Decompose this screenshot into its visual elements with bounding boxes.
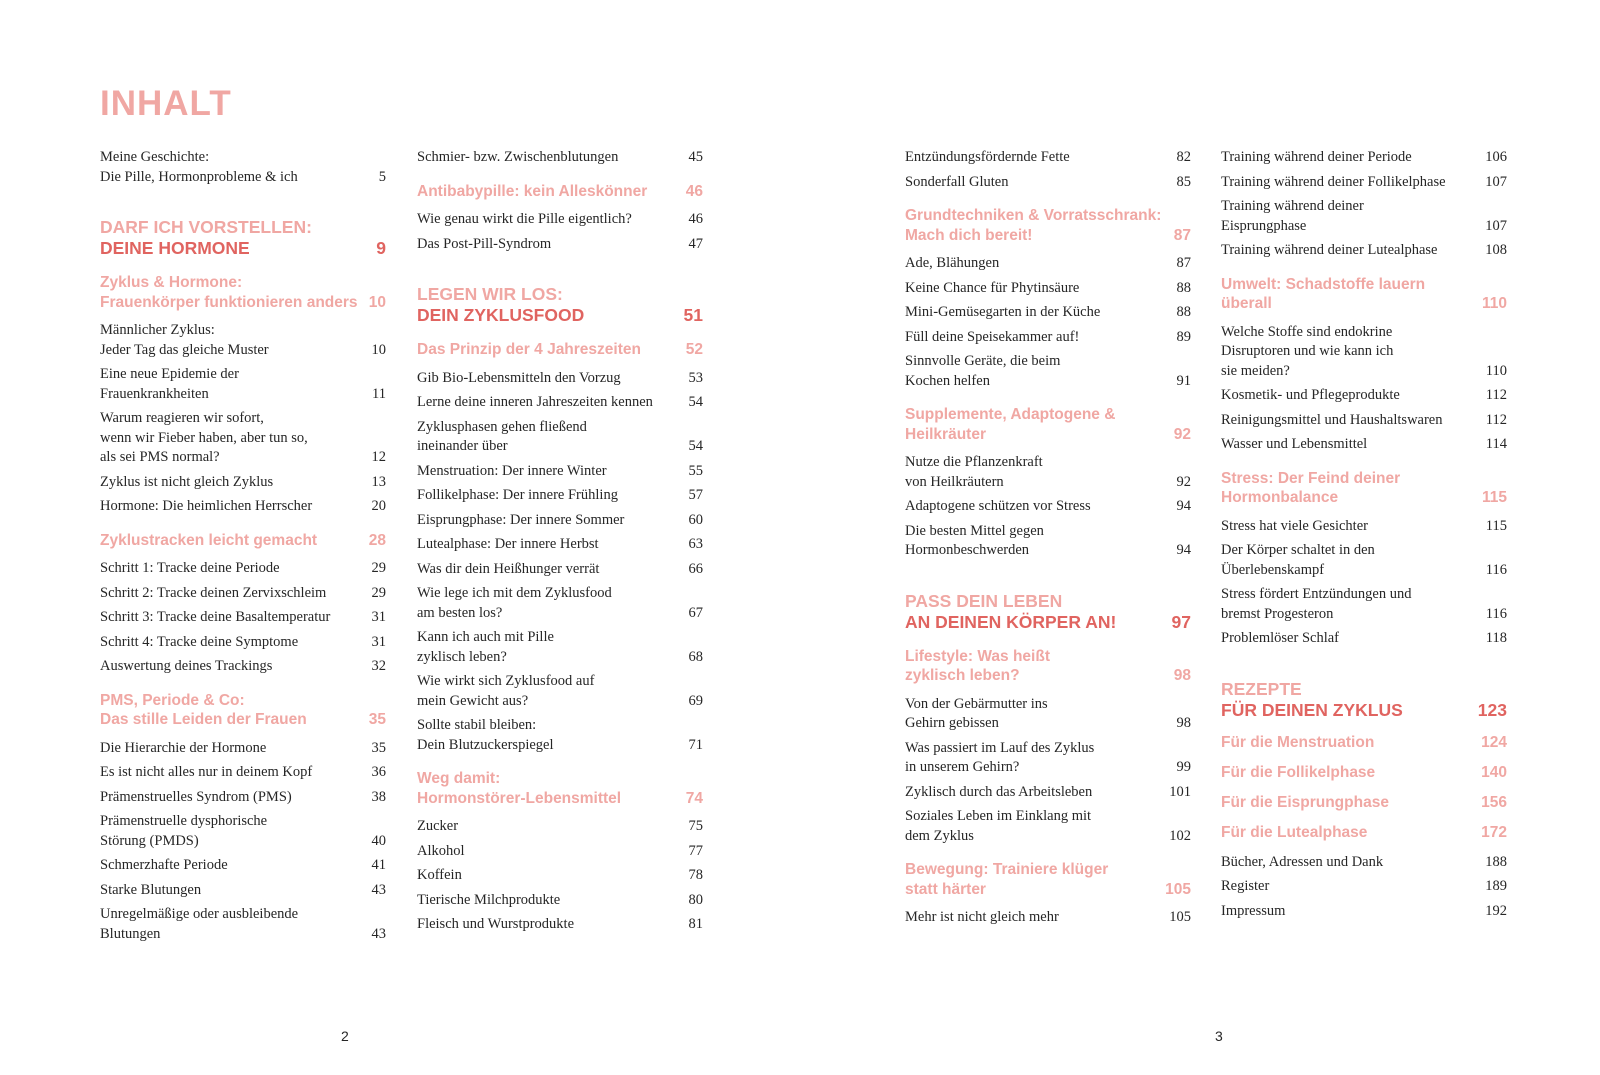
toc-entry[interactable] — [905, 254, 1191, 274]
toc-entry-title: Unregelmäßige oder ausbleibende Blutungen — [100, 906, 299, 942]
toc-entry-title: Bücher, Adressen und Dank — [1221, 853, 1384, 870]
toc-entry-page-number: 189 — [1485, 878, 1507, 894]
toc-entry-title: Problemlöser Schlaf — [1221, 630, 1339, 646]
toc-entry-title: Training während deiner Eisprungphase — [1221, 198, 1364, 234]
toc-entry-page-number: 105 — [1169, 909, 1191, 925]
toc-entry[interactable] — [1221, 386, 1507, 406]
toc-entry[interactable] — [905, 739, 1191, 778]
toc-entry[interactable] — [100, 788, 386, 808]
toc-entry[interactable] — [100, 812, 386, 851]
section-heading-page-number: 92 — [1173, 425, 1191, 443]
page-title: INHALT — [100, 84, 232, 123]
toc-entry-page-number: 38 — [371, 788, 386, 805]
toc-entry-page-number: 63 — [688, 536, 703, 552]
toc-entry[interactable] — [905, 328, 1191, 348]
toc-entry[interactable] — [417, 716, 703, 755]
toc-entry-page-number: 107 — [1485, 173, 1507, 190]
toc-entry-title: Füll deine Speisekammer auf! — [905, 328, 1080, 345]
toc-entry-title: Der Körper schaltet in den Überlebenskampf — [1221, 542, 1375, 578]
toc-entry-title: Training während deiner Periode — [1221, 149, 1412, 165]
toc-entry-title: Nutze die Pflanzenkraft von Heilkräutern — [905, 454, 1043, 490]
recipe-section-link[interactable] — [1221, 793, 1507, 813]
toc-entry-page-number: 41 — [371, 857, 386, 873]
chapter-title-line-2: FÜR DEINEN ZYKLUS — [1221, 699, 1403, 720]
toc-entry-title: Stress fördert Entzündungen und bremst Progesteron — [1221, 586, 1412, 622]
toc-entry-page-number: 94 — [1176, 498, 1191, 514]
chapter-title-line-1: PASS DEIN LEBEN — [905, 590, 1063, 611]
toc-entry[interactable] — [100, 657, 386, 677]
toc-entry[interactable] — [100, 763, 386, 783]
chapter-title-line-2: DEINE HORMONE — [100, 238, 250, 258]
toc-entry-page-number: 89 — [1176, 328, 1191, 345]
toc-entry-title: Reinigungsmittel und Haushaltswaren — [1221, 411, 1443, 428]
toc-entry[interactable] — [1221, 517, 1507, 537]
toc-entry[interactable] — [1221, 629, 1507, 649]
toc-entry-title: Die Hierarchie der Hormone — [100, 739, 267, 756]
section-heading[interactable] — [417, 340, 703, 360]
toc-entry[interactable] — [417, 817, 703, 837]
toc-entry[interactable] — [905, 807, 1191, 846]
toc-entry-page-number: 85 — [1176, 173, 1191, 190]
toc-entry-page-number: 54 — [688, 438, 703, 454]
toc-entry[interactable] — [100, 633, 386, 653]
section-heading[interactable] — [905, 206, 1191, 245]
toc-entry-page-number: 31 — [371, 633, 386, 650]
section-heading-title: Weg damit: Hormonstörer-Lebensmittel — [417, 770, 622, 807]
toc-entry-title: Wie wirkt sich Zyklusfood auf mein Gewicht aus? — [417, 673, 595, 709]
toc-entry-page-number: 118 — [1485, 630, 1507, 646]
toc-entry[interactable] — [100, 409, 386, 468]
toc-entry-title: Zucker — [417, 818, 459, 834]
toc-entry[interactable] — [905, 522, 1191, 561]
section-heading-title: Lifestyle: Was heißt zyklisch leben? — [905, 647, 1050, 684]
toc-entry-title: Schritt 2: Tracke deinen Zervixschleim — [100, 584, 327, 601]
toc-entry[interactable] — [417, 535, 703, 555]
section-heading-page-number: 98 — [1173, 667, 1191, 684]
toc-entry-page-number: 43 — [371, 881, 386, 898]
toc-entry-title: Zyklusphasen gehen fließend ineinander über — [417, 418, 587, 454]
toc-entry-title: Training während deiner Follikelphase — [1221, 173, 1446, 190]
toc-entry-page-number: 88 — [1176, 279, 1191, 296]
section-heading-page-number: 110 — [1481, 295, 1507, 312]
toc-entry[interactable] — [417, 511, 703, 531]
toc-entry[interactable] — [417, 866, 703, 886]
toc-entry[interactable] — [905, 497, 1191, 517]
section-heading[interactable] — [905, 860, 1191, 899]
toc-entry-title: Auswertung deines Trackings — [100, 658, 273, 674]
section-heading[interactable] — [905, 647, 1191, 686]
toc-entry-page-number: 110 — [1485, 362, 1507, 379]
toc-entry[interactable] — [905, 695, 1191, 734]
chapter-title-line-2: AN DEINEN KÖRPER AN! — [905, 611, 1117, 632]
toc-entry[interactable] — [417, 891, 703, 911]
chapter-title-line-1: LEGEN WIR LOS: — [417, 284, 563, 304]
toc-entry-page-number: 112 — [1485, 387, 1507, 403]
toc-entry-title: Wasser und Lebensmittel — [1221, 436, 1368, 452]
toc-entry-page-number: 67 — [688, 604, 703, 621]
toc-entry-page-number: 92 — [1176, 473, 1191, 490]
section-heading-title: Antibabypille: kein Alleskönner — [417, 182, 648, 200]
toc-entry-page-number: 102 — [1169, 827, 1191, 844]
toc-entry-title: Kosmetik- und Pflegeprodukte — [1221, 387, 1400, 403]
chapter-title-line-1: REZEPTE — [1221, 678, 1302, 699]
toc-entry-title: Tierische Milchprodukte — [417, 891, 561, 908]
toc-entry[interactable] — [100, 365, 386, 404]
recipe-section-link-title: Für die Eisprungphase — [1221, 793, 1389, 811]
toc-entry-page-number: 94 — [1176, 542, 1191, 558]
toc-entry-page-number: 5 — [378, 168, 386, 185]
toc-entry-page-number: 66 — [688, 560, 703, 577]
toc-entry-title: Keine Chance für Phytinsäure — [905, 279, 1080, 296]
toc-entry[interactable] — [1221, 411, 1507, 431]
toc-entry[interactable] — [100, 473, 386, 493]
toc-entry-title: Follikelphase: Der innere Frühling — [417, 487, 618, 503]
section-heading[interactable] — [100, 531, 386, 551]
toc-entry-page-number: 81 — [688, 916, 703, 932]
section-heading-title: Zyklustracken leicht gemacht — [100, 531, 318, 549]
page-number-left: 2 — [341, 1028, 349, 1044]
toc-entry[interactable] — [100, 608, 386, 628]
chapter-title — [100, 217, 312, 259]
toc-entry[interactable] — [417, 628, 703, 667]
toc-entry-title: Schritt 1: Tracke deine Periode — [100, 560, 280, 576]
toc-entry-page-number: 115 — [1485, 517, 1507, 534]
toc-entry-page-number: 114 — [1485, 436, 1507, 452]
toc-entry-page-number: 57 — [688, 487, 703, 503]
toc-entry[interactable] — [100, 584, 386, 604]
toc-entry-title: Eine neue Epidemie der Frauenkrankheiten — [100, 366, 239, 402]
toc-entry[interactable] — [417, 842, 703, 862]
chapter-page-number: 123 — [1477, 699, 1507, 720]
toc-entry[interactable] — [417, 210, 703, 230]
toc-entry-title: Fleisch und Wurstprodukte — [417, 916, 575, 932]
toc-entry-title: Schmier- bzw. Zwischenblutungen — [417, 149, 619, 165]
toc-entry-page-number: 116 — [1485, 605, 1507, 622]
toc-entry-title: Prämenstruelles Syndrom (PMS) — [100, 788, 292, 805]
section-heading-page-number: 52 — [685, 341, 703, 358]
toc-entry-page-number: 80 — [688, 891, 703, 908]
chapter-title — [905, 591, 1116, 633]
chapter-page-number: 51 — [683, 305, 703, 325]
toc-entry[interactable] — [1221, 541, 1507, 580]
toc-entry-title: Schritt 3: Tracke deine Basaltemperatur — [100, 609, 331, 625]
toc-entry[interactable] — [1221, 173, 1507, 193]
recipe-section-link-page-number: 140 — [1481, 763, 1507, 781]
toc-entry[interactable] — [905, 908, 1191, 928]
toc-entry[interactable] — [1221, 853, 1507, 873]
toc-entry-page-number: 68 — [688, 648, 703, 665]
toc-entry[interactable] — [100, 856, 386, 876]
toc-entry-title: Entzündungsfördernde Fette — [905, 149, 1070, 165]
toc-entry-title: Kann ich auch mit Pille zyklisch leben? — [417, 629, 554, 665]
section-heading-page-number: 28 — [368, 531, 386, 549]
toc-entry-page-number: 91 — [1176, 372, 1191, 389]
toc-column-2 — [417, 148, 703, 940]
toc-entry-title: Zyklus ist nicht gleich Zyklus — [100, 473, 274, 490]
toc-entry[interactable] — [100, 559, 386, 579]
chapter-title — [1221, 679, 1403, 721]
toc-entry-page-number: 88 — [1176, 304, 1191, 320]
chapter-title-line-2: DEIN ZYKLUSFOOD — [417, 305, 585, 325]
toc-entry[interactable] — [417, 584, 703, 623]
section-heading[interactable] — [417, 182, 703, 202]
section-heading-title: Das Prinzip der 4 Jahreszeiten — [417, 341, 641, 358]
toc-entry-page-number: 29 — [371, 560, 386, 576]
chapter-heading[interactable] — [417, 284, 703, 326]
recipe-section-link[interactable] — [1221, 823, 1507, 843]
section-heading[interactable] — [1221, 275, 1507, 314]
toc-entry[interactable] — [417, 486, 703, 506]
toc-entry-page-number: 43 — [371, 925, 386, 942]
toc-entry[interactable] — [905, 453, 1191, 492]
toc-entry-page-number: 188 — [1485, 853, 1507, 870]
toc-entry-page-number: 45 — [688, 149, 703, 165]
toc-entry-title: Sinnvolle Geräte, die beim Kochen helfen — [905, 353, 1061, 389]
toc-entry-title: Das Post-Pill-Syndrom — [417, 235, 552, 252]
section-heading-page-number: 35 — [368, 711, 386, 728]
recipe-section-link-title: Für die Menstruation — [1221, 733, 1375, 751]
toc-entry-title: Ade, Blähungen — [905, 255, 1000, 271]
toc-entry[interactable] — [417, 672, 703, 711]
section-heading-title: Grundtechniken & Vorratsschrank: Mach dich bereit! — [905, 207, 1162, 244]
toc-entry-title: Lutealphase: Der innere Herbst — [417, 536, 599, 552]
toc-entry[interactable] — [100, 148, 386, 187]
toc-entry[interactable] — [417, 148, 703, 168]
toc-entry-page-number: 75 — [688, 818, 703, 834]
chapter-heading[interactable] — [1221, 679, 1507, 721]
toc-entry[interactable] — [417, 235, 703, 255]
toc-entry-page-number: 13 — [371, 473, 386, 490]
toc-entry-title: Wie lege ich mit dem Zyklusfood am besten los? — [417, 585, 612, 621]
toc-entry-page-number: 107 — [1485, 217, 1507, 234]
toc-entry-page-number: 12 — [371, 449, 386, 465]
toc-entry[interactable] — [905, 303, 1191, 323]
toc-entry[interactable] — [1221, 323, 1507, 382]
toc-entry-page-number: 71 — [688, 736, 703, 753]
toc-entry-page-number: 106 — [1485, 149, 1507, 165]
toc-entry-title: Was dir dein Heißhunger verrät — [417, 560, 600, 577]
toc-entry[interactable] — [417, 369, 703, 389]
toc-entry-page-number: 35 — [371, 739, 386, 756]
toc-column-1 — [100, 148, 386, 949]
section-heading[interactable] — [100, 691, 386, 730]
toc-entry[interactable] — [100, 881, 386, 901]
toc-entry-title: Sonderfall Gluten — [905, 173, 1009, 190]
toc-entry-page-number: 116 — [1485, 561, 1507, 578]
toc-entry-title: Es ist nicht alles nur in deinem Kopf — [100, 764, 313, 780]
toc-entry-title: Warum reagieren wir sofort, wenn wir Fieber haben, aber tun so, als sei PMS normal? — [100, 410, 308, 465]
toc-entry[interactable] — [100, 739, 386, 759]
toc-entry[interactable] — [100, 905, 386, 944]
toc-entry[interactable] — [905, 783, 1191, 803]
toc-entry-title: Zyklisch durch das Arbeitsleben — [905, 783, 1093, 800]
toc-column-4 — [1221, 148, 1507, 926]
toc-entry[interactable] — [905, 148, 1191, 168]
toc-entry-title: Was passiert im Lauf des Zyklus in unserem Gehirn? — [905, 739, 1095, 775]
recipe-section-link[interactable] — [1221, 763, 1507, 783]
toc-entry[interactable] — [1221, 877, 1507, 897]
toc-entry-page-number: 60 — [688, 511, 703, 528]
toc-entry-title: Starke Blutungen — [100, 881, 202, 898]
toc-entry-page-number: 78 — [688, 867, 703, 883]
chapter-title-line-1: DARF ICH VORSTELLEN: — [100, 217, 312, 237]
toc-entry[interactable] — [905, 279, 1191, 299]
toc-entry-page-number: 20 — [371, 498, 386, 514]
toc-entry-page-number: 40 — [371, 832, 386, 849]
section-heading[interactable] — [1221, 469, 1507, 508]
recipe-section-link-title: Für die Lutealphase — [1221, 823, 1368, 841]
recipe-section-link-page-number: 124 — [1481, 733, 1507, 751]
toc-entry-title: Schmerzhafte Periode — [100, 857, 228, 873]
page-number-right: 3 — [1215, 1028, 1223, 1044]
section-heading-page-number: 74 — [685, 789, 703, 807]
toc-entry[interactable] — [905, 352, 1191, 391]
toc-entry[interactable] — [417, 393, 703, 413]
toc-entry-page-number: 53 — [688, 369, 703, 386]
toc-entry[interactable] — [417, 560, 703, 580]
toc-entry-page-number: 101 — [1169, 783, 1191, 800]
toc-entry-title: Prämenstruelle dysphorische Störung (PMDS) — [100, 813, 268, 849]
toc-entry-title: Mini-Gemüsegarten in der Küche — [905, 304, 1101, 320]
toc-entry-title: Gib Bio-Lebensmitteln den Vorzug — [417, 369, 621, 386]
toc-entry-title: Soziales Leben im Einklang mit dem Zyklus — [905, 808, 1092, 844]
toc-entry-title: Menstruation: Der innere Winter — [417, 462, 607, 479]
toc-entry[interactable] — [1221, 241, 1507, 261]
toc-entry-page-number: 82 — [1176, 149, 1191, 165]
section-heading[interactable] — [905, 405, 1191, 444]
toc-entry-page-number: 98 — [1176, 715, 1191, 731]
toc-entry-page-number: 69 — [688, 692, 703, 709]
toc-entry-title: Hormone: Die heimlichen Herrscher — [100, 498, 313, 514]
section-heading-title: Bewegung: Trainiere klüger statt härter — [905, 861, 1109, 898]
toc-entry[interactable] — [1221, 585, 1507, 624]
toc-entry[interactable] — [1221, 197, 1507, 236]
section-heading-title: Supplemente, Adaptogene & Heilkräuter — [905, 406, 1116, 443]
toc-entry[interactable] — [1221, 148, 1507, 168]
toc-entry-title: Wie genau wirkt die Pille eigentlich? — [417, 211, 632, 227]
recipe-section-link[interactable] — [1221, 733, 1507, 753]
recipe-section-link-title: Für die Follikelphase — [1221, 763, 1376, 781]
toc-entry-page-number: 99 — [1176, 759, 1191, 775]
toc-entry-page-number: 36 — [371, 764, 386, 780]
toc-entry-page-number: 108 — [1485, 242, 1507, 258]
toc-entry-title: Von der Gebärmutter ins Gehirn gebissen — [905, 695, 1048, 731]
toc-entry-page-number: 10 — [371, 341, 386, 358]
recipe-section-link-page-number: 156 — [1481, 793, 1507, 811]
toc-entry-page-number: 54 — [688, 394, 703, 410]
section-heading[interactable] — [100, 273, 386, 312]
toc-entry-title: Koffein — [417, 867, 462, 883]
toc-entry-title: Stress hat viele Gesichter — [1221, 517, 1368, 534]
chapter-heading[interactable] — [100, 217, 386, 259]
toc-entry-page-number: 31 — [371, 609, 386, 625]
toc-entry-page-number: 32 — [371, 658, 386, 674]
toc-entry-title: Register — [1221, 878, 1270, 894]
toc-entry[interactable] — [1221, 435, 1507, 455]
toc-entry-page-number: 87 — [1176, 255, 1191, 271]
toc-entry-title: Training während deiner Lutealphase — [1221, 242, 1438, 258]
toc-entry-title: Männlicher Zyklus: Jeder Tag das gleiche Muster — [100, 322, 269, 358]
section-heading-title: Zyklus & Hormone: Frauenkörper funktionieren anders — [100, 274, 358, 311]
toc-entry-title: Sollte stabil bleiben: Dein Blutzuckerspiegel — [417, 717, 554, 753]
chapter-heading[interactable] — [905, 591, 1191, 633]
toc-entry-page-number: 46 — [688, 211, 703, 227]
recipe-section-link-page-number: 172 — [1481, 823, 1507, 841]
section-heading-page-number: 87 — [1173, 226, 1191, 244]
toc-entry-page-number: 29 — [371, 584, 386, 601]
toc-entry[interactable] — [100, 321, 386, 360]
section-heading-page-number: 115 — [1481, 489, 1507, 506]
toc-entry-page-number: 11 — [372, 385, 386, 402]
section-heading-page-number: 105 — [1165, 880, 1191, 898]
toc-entry-page-number: 112 — [1485, 411, 1507, 428]
toc-entry-title: Eisprungphase: Der innere Sommer — [417, 511, 625, 528]
section-heading-page-number: 10 — [368, 293, 386, 311]
toc-column-3 — [905, 148, 1191, 933]
toc-entry-title: Lerne deine inneren Jahreszeiten kennen — [417, 394, 653, 410]
chapter-page-number: 9 — [376, 238, 386, 258]
toc-entry-title: Mehr ist nicht gleich mehr — [905, 909, 1059, 925]
toc-entry-page-number: 192 — [1485, 902, 1507, 919]
toc-entry-title: Welche Stoffe sind endokrine Disruptoren und wie kann ich sie meiden? — [1221, 323, 1394, 379]
section-heading[interactable] — [417, 769, 703, 808]
section-heading-page-number: 46 — [685, 182, 703, 200]
chapter-page-number: 97 — [1171, 611, 1191, 632]
toc-entry[interactable] — [417, 462, 703, 482]
toc-entry-page-number: 55 — [688, 462, 703, 479]
toc-entry[interactable] — [100, 497, 386, 517]
toc-entry[interactable] — [1221, 902, 1507, 922]
toc-entry[interactable] — [905, 173, 1191, 193]
toc-entry-title: Meine Geschichte: Die Pille, Hormonprobleme & ich — [100, 149, 298, 185]
toc-entry-title: Adaptogene schützen vor Stress — [905, 498, 1091, 514]
section-heading-title: PMS, Periode & Co: Das stille Leiden der Frauen — [100, 691, 307, 728]
toc-entry[interactable] — [417, 915, 703, 935]
toc-entry-title: Alkohol — [417, 842, 465, 859]
section-heading-title: Umwelt: Schadstoffe lauern überall — [1221, 275, 1426, 312]
toc-entry-title: Impressum — [1221, 902, 1286, 919]
toc-entry[interactable] — [417, 418, 703, 457]
toc-entry-page-number: 77 — [688, 842, 703, 859]
chapter-title — [417, 284, 584, 326]
section-heading-title: Stress: Der Feind deiner Hormonbalance — [1221, 469, 1401, 506]
toc-entry-title: Schritt 4: Tracke deine Symptome — [100, 633, 299, 650]
toc-entry-page-number: 47 — [688, 235, 703, 252]
toc-entry-title: Die besten Mittel gegen Hormonbeschwerden — [905, 522, 1044, 558]
